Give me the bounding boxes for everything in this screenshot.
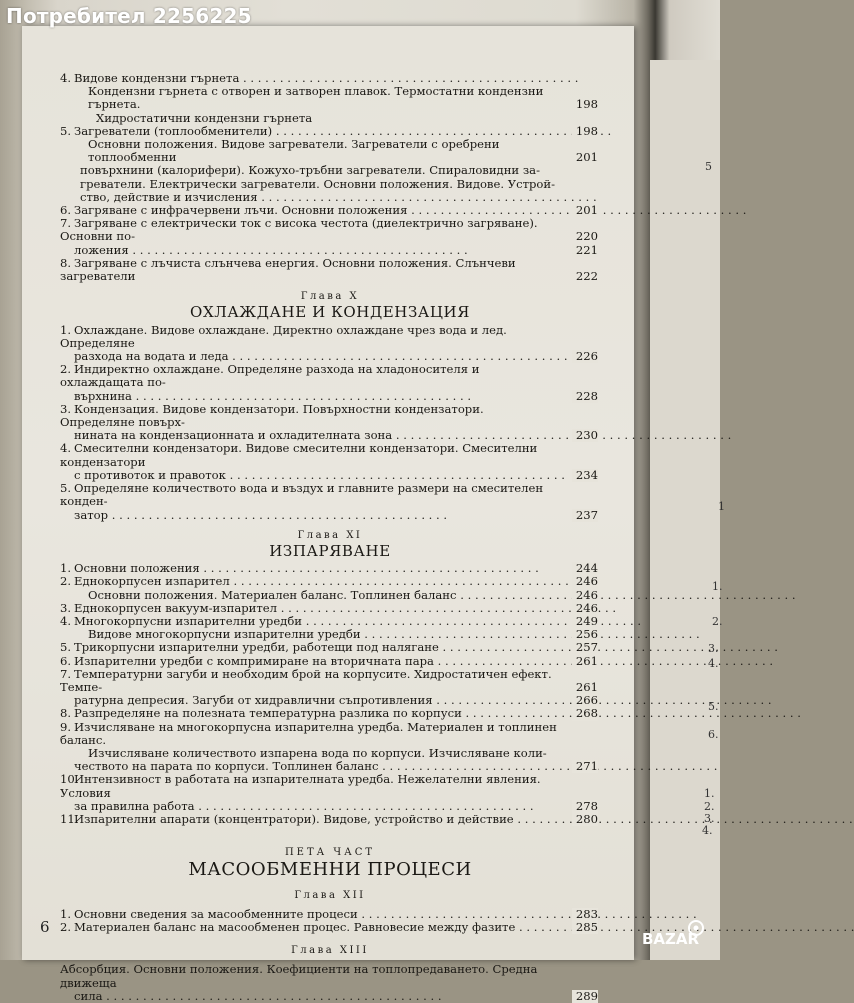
entry-page: 220: [575, 229, 598, 244]
entry-page: 228: [572, 390, 598, 403]
entry-page: 278: [572, 800, 598, 813]
toc-entry: [60, 921, 600, 934]
facing-mark: 2.: [704, 800, 715, 813]
facing-mark: 1: [718, 500, 725, 513]
facing-mark: 4.: [702, 824, 713, 837]
toc-entry: [60, 138, 600, 164]
entry-text: с противоток и правоток . . .: [74, 468, 565, 482]
entry-number: 2.: [60, 362, 72, 377]
entry-text: повърхнини (калорифери). Кожухо-тръбни загреватели. Спираловидни за-: [80, 163, 540, 178]
entry-page: 249: [572, 615, 598, 628]
entry-text: Охлаждане. Видове охлаждане. Директно охлаждане чрез вода и лед. Определяне: [60, 322, 507, 350]
entry-number: 1.: [60, 906, 72, 921]
toc-entry: [60, 324, 600, 350]
entry-text: върхнина . . .: [74, 389, 471, 403]
entry-page: 226: [572, 350, 598, 363]
facing-mark: 1.: [704, 787, 715, 800]
entry-number: 7.: [60, 216, 72, 231]
toc-entry: [60, 509, 600, 522]
entry-number: 8.: [60, 706, 72, 721]
chapter-title: ОХЛАЖДАНЕ И КОНДЕНЗАЦИЯ: [190, 303, 470, 322]
entry-number: 4.: [60, 441, 72, 456]
entry-text: Еднокорпусен изпарител . . .: [74, 574, 569, 588]
toc-entry: [60, 668, 600, 694]
entry-text: Основни положения. Материален баланс. Топлинен баланс . . .: [88, 588, 796, 602]
entry-text: Кондензни гърнета с отворен и затворен плавок. Термостатни кондензни гърнета.: [88, 84, 544, 112]
entry-text: Изчисляване количеството изпарена вода по корпуси. Изчисляване коли-: [88, 745, 547, 760]
entry-page: 237: [572, 509, 598, 522]
entry-text: Изпарителни уредби с компримиране на вторичната пара . . .: [74, 654, 773, 668]
entry-text: Трикорпусни изпарителни уредби, работещи под налягане . . .: [74, 640, 778, 654]
entry-text: Основни положения . . .: [74, 561, 539, 575]
entry-page: 246: [572, 589, 598, 602]
entry-number: 8.: [60, 255, 72, 270]
toc-entry: [60, 773, 600, 799]
facing-mark: 1.: [712, 580, 723, 593]
entry-number: 10.: [60, 772, 79, 787]
entry-number: 4.: [60, 71, 72, 85]
facing-mark: 2.: [712, 615, 723, 628]
entry-page: 289: [572, 990, 598, 1003]
bazar-logo: [640, 918, 706, 948]
logo-text: BAZAR: [642, 930, 700, 948]
entry-text: чеството на парата по корпуси. Топлинен баланс . . .: [74, 759, 718, 773]
entry-page: 246: [572, 602, 598, 615]
entry-text: Изпарителни апарати (концентратори). Видове, устройство и действие . . .: [74, 812, 853, 826]
facing-mark: 3.: [708, 642, 719, 655]
entry-text: Видове многокорпусни изпарителни уредби . . .: [88, 627, 700, 641]
toc-entry: [60, 963, 600, 989]
entry-page: 271: [572, 760, 598, 773]
entry-text: Многокорпусни изпарителни уредби . . .: [74, 614, 641, 628]
entry-text: ложения . . .: [74, 243, 468, 257]
chapter-label: Глава XII: [294, 889, 366, 901]
entry-text: ство, действие и изчисления . . .: [80, 190, 597, 204]
toc-entry: [60, 990, 600, 1003]
entry-page: 285: [572, 921, 598, 934]
toc-entry: [60, 85, 600, 111]
chapter-label: Глава XI: [297, 529, 363, 541]
toc-entry: [60, 482, 600, 508]
entry-page: 244: [572, 562, 598, 575]
entry-text: затор . . .: [74, 508, 447, 522]
entry-number: 6.: [60, 203, 72, 218]
entry-text: Температурни загуби и необходим брой на корпусите. Хидростатичен ефект. Темпе-: [60, 666, 552, 694]
entry-text: Материален баланс на масообменен процес. Равновесие между фазите . . .: [74, 920, 854, 934]
entry-page: 234: [572, 469, 598, 482]
table-of-contents: [60, 72, 600, 1003]
entry-text: Еднокорпусен вакуум-изпарител . . .: [74, 601, 616, 615]
entry-page: 268: [572, 707, 598, 720]
entry-page: 257: [572, 641, 598, 654]
entry-page: 256: [572, 628, 598, 641]
entry-number: 5.: [60, 481, 72, 496]
entry-number: 2.: [60, 574, 72, 589]
entry-text: Загряване с лъчиста слънчева енергия. Основни положения. Слънчеви загреватели: [60, 255, 516, 284]
entry-text: греватели. Електрически загреватели. Основни положения. Видове. Устрой-: [80, 176, 556, 191]
entry-page: 283: [572, 908, 598, 921]
entry-number: 4.: [60, 613, 72, 628]
entry-page: 246: [572, 575, 598, 588]
entry-number: 5.: [60, 640, 72, 655]
facing-mark: 5: [705, 160, 712, 173]
watermark-user: Потребител 2256225: [6, 4, 252, 28]
entry-text: нината на кондензационната и охладителната зона . . .: [74, 428, 731, 442]
entry-number: 1.: [60, 561, 72, 576]
facing-mark: 5.: [708, 700, 719, 713]
entry-text: за правилна работа . . .: [74, 799, 534, 813]
entry-text: Видове кондензни гърнета . . .: [74, 71, 578, 85]
entry-page: 261: [572, 655, 598, 668]
toc-entry: [60, 813, 600, 826]
entry-number: 1.: [60, 322, 72, 337]
entry-number: 9.: [60, 719, 72, 734]
entry-text: ратурна депресия. Загуби от хидравлични съпротивления . . .: [74, 693, 772, 707]
toc-entry: [60, 721, 600, 747]
page-number: 6: [40, 918, 50, 936]
entry-text: Основни сведения за масообменните процеси . . .: [74, 907, 697, 921]
entry-text: Определяне количеството вода и въздух и главните размери на смесителен конден-: [60, 481, 544, 509]
entry-text: Абсорбция. Основни положения. Коефициенти на топлопредаването. Средна движеща: [60, 962, 538, 990]
entry-page: 198: [575, 97, 598, 112]
entry-text: Изчисляване на многокорпусна изпарителна уредба. Материален и топлинен баланс.: [60, 719, 557, 747]
entry-text: сила . . .: [74, 989, 442, 1003]
entry-text: Основни положения. Видове загреватели. Загреватели с оребрени топлообменни: [88, 137, 500, 165]
toc-entry: [60, 363, 600, 389]
entry-number: 2.: [60, 919, 72, 934]
entry-number: 7.: [60, 666, 72, 681]
entry-page: 230: [572, 429, 598, 442]
entry-page: 221: [572, 244, 598, 257]
entry-text: Смесителни кондензатори. Видове смесителни кондензатори. Смесителни кондензатори: [60, 441, 538, 469]
toc-entry: [60, 217, 600, 243]
entry-number: 11.: [60, 811, 79, 826]
toc-entry: [60, 442, 600, 468]
chapter-title: ИЗПАРЯВАНЕ: [269, 541, 391, 560]
entry-page: 201: [572, 204, 598, 217]
entry-number: 5.: [60, 123, 72, 138]
entry-text: Интензивност в работата на изпарителната уредба. Нежелателни явления. Условия: [60, 772, 541, 800]
toc-entry: [60, 257, 600, 283]
entry-page: 201: [575, 150, 598, 165]
entry-text: Разпределяне на полезната температурна разлика по корпуси . . .: [74, 706, 801, 720]
entry-number: 6.: [60, 653, 72, 668]
entry-text: Загреватели (топлообменители) . . .: [74, 124, 611, 138]
part-title: МАСООБМЕННИ ПРОЦЕСИ: [188, 859, 472, 881]
entry-text: разхода на водата и леда . . .: [74, 349, 568, 363]
entry-page: 198: [572, 125, 598, 138]
entry-number: 3.: [60, 600, 72, 615]
chapter-label: Глава X: [300, 291, 360, 303]
entry-text: Кондензация. Видове кондензатори. Повърхностни кондензатори. Определяне повърх-: [60, 401, 484, 430]
entry-text: Загряване с инфрачервени лъчи. Основни положения . . .: [74, 203, 746, 217]
entry-page: 222: [575, 269, 598, 284]
entry-page: 280: [572, 813, 598, 826]
chapter-label: Глава XIII: [291, 945, 369, 957]
entry-text: Индиректно охлаждане. Определяне разхода на хладоносителя и охлаждащата по-: [60, 362, 480, 390]
facing-mark: 6.: [708, 728, 719, 741]
entry-text: Загряване с електрически ток с висока честота (диелектрично загряване). Основни по-: [60, 216, 538, 244]
facing-mark: 4.: [708, 657, 719, 670]
part-label: ПЕТА ЧАСТ: [284, 847, 376, 859]
entry-page: 261: [575, 679, 598, 694]
facing-mark: 3.: [704, 812, 715, 825]
entry-text: Хидростатични кондензни гърнета: [96, 110, 313, 125]
entry-page: 266: [572, 694, 598, 707]
entry-number: 3.: [60, 401, 72, 416]
toc-entry: [60, 403, 600, 429]
